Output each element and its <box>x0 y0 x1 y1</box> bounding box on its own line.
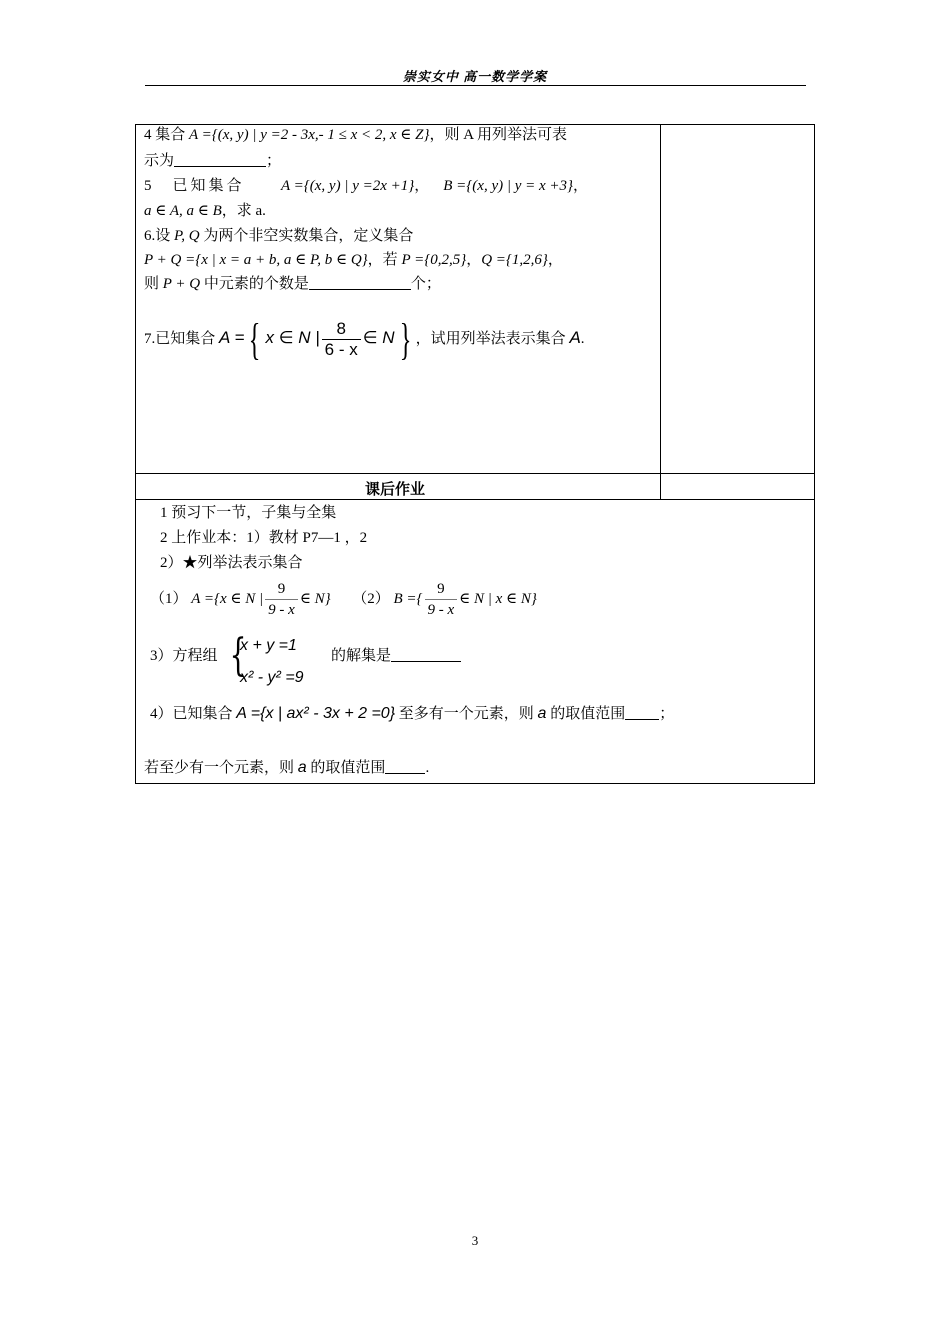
exercise-6-definition: P + Q ={x | x = a + b, a ∈ P, b ∈ Q}，若 P ={0,2,5}，Q ={1,2,6}， <box>144 252 563 268</box>
fraction: $\frac{9}{9 - x}$ <box>425 580 458 619</box>
header-rule <box>145 85 806 86</box>
equation-1: x + y =1 <box>240 637 297 654</box>
exercise-5: 5 已知集合 <box>144 178 245 194</box>
homework-item-5: 4）已知集合 A ={x | ax² - 3x + 2 =0} 至多有一个元素，则 a 的取值范围 ； <box>150 705 675 722</box>
page-header-title: 崇实女中 高一数学学案 <box>402 69 548 84</box>
table-row-divider <box>135 473 815 474</box>
exercise-6: 6.设 P, Q 为两个非空实数集合，定义集合 <box>144 228 414 244</box>
homework-title: 课后作业 <box>365 481 426 498</box>
exercise-5-line2: a ∈ A, a ∈ B，求 a. <box>144 203 266 219</box>
answer-blank[interactable] <box>625 705 659 720</box>
exercise-4-math: A ={(x, y) | y =2 - 3x,- 1 ≤ x < 2, x ∈ Z} <box>189 127 430 143</box>
worksheet-table <box>135 124 815 784</box>
right-brace: } <box>399 314 411 364</box>
exercise-4: 4 集合 A ={(x, y) | y =2 - 3x,- 1 ≤ x < 2, x ∈ Z}，则 A 用列举法可表 <box>144 127 568 143</box>
homework-item-4: 3）方程组 <box>150 648 218 664</box>
homework-sub-1: （1） A ={x ∈ N | $\frac{9}{9 - x}$ ∈ N} （2） B ={ $\frac{9}{9 - x}$ ∈ N | x ∈ N} <box>150 581 537 619</box>
fraction: $\frac{9}{9 - x}$ <box>265 580 298 619</box>
answer-blank[interactable] <box>174 152 266 167</box>
table-column-divider <box>660 124 661 499</box>
homework-item-4-answer: 的解集是 <box>331 646 461 666</box>
homework-item-3: 2）★列举法表示集合 <box>160 555 303 571</box>
fraction: $\frac{8}{6 - x}$ <box>322 320 361 359</box>
exercise-5-sets: A ={(x, y) | y =2x +1}， B ={(x, y) | y = x +3}， <box>281 178 589 194</box>
left-brace: { <box>249 314 261 364</box>
answer-blank[interactable] <box>385 759 425 774</box>
page-number: 3 <box>471 1233 479 1248</box>
exercise-7: 7.已知集合 A = { x ∈ N | $\frac{8}{6 - x}$ ∈ N } ，试用列举法表示集合 A. <box>144 314 585 364</box>
exercise-6-line3: 则 P + Q 中元素的个数是 个； <box>144 276 441 292</box>
exercise-4-line2: 示为 ； <box>144 153 282 169</box>
homework-item-2: 2 上作业本：1）教材 P7—1 ，2 <box>160 530 368 546</box>
homework-item-6: 若至少有一个元素，则 a 的取值范围 . <box>144 759 430 776</box>
answer-blank[interactable] <box>391 647 461 662</box>
equation-system-brace: { <box>229 630 247 681</box>
homework-item-1: 1 预习下一节，子集与全集 <box>160 505 337 521</box>
equation-2: x² - y² =9 <box>240 669 304 686</box>
answer-blank[interactable] <box>309 275 411 290</box>
table-row-divider <box>135 499 815 500</box>
